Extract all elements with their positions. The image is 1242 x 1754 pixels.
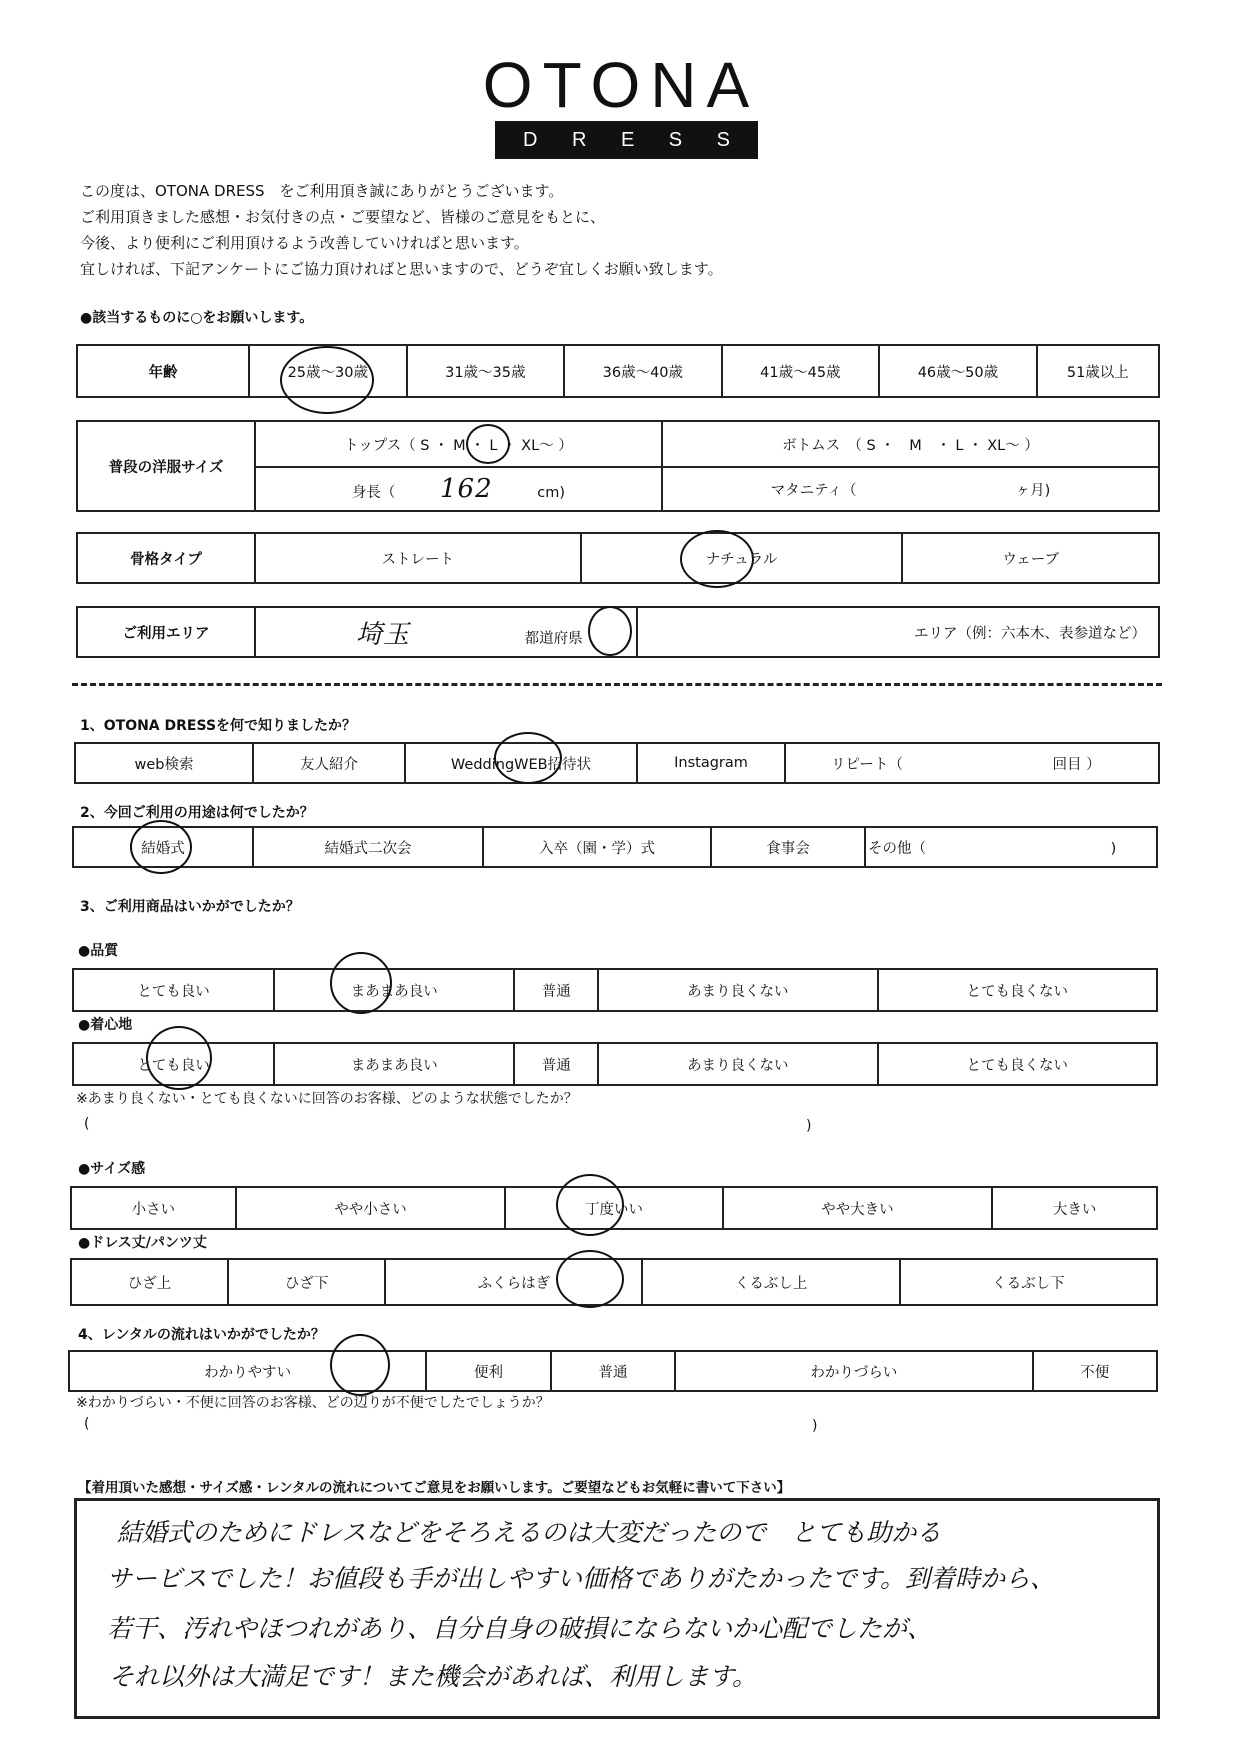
- q4-table: [68, 1350, 1158, 1392]
- quality-option[interactable]: とても良くない: [878, 969, 1157, 1011]
- frame-option[interactable]: ストレート: [255, 533, 581, 583]
- q1-option[interactable]: Instagram: [637, 743, 785, 783]
- area-value: 埼玉: [356, 619, 411, 650]
- intro-line: この度は、OTONA DRESS をご利用頂き誠にありがとうございます。: [80, 182, 564, 200]
- q3-title: 3、ご利用商品はいかがでしたか？: [80, 899, 300, 915]
- quality-table: [72, 968, 1158, 1012]
- comfort-option[interactable]: とても良くない: [878, 1043, 1157, 1085]
- age-option[interactable]: 51歳以上: [1037, 345, 1159, 397]
- comfort-label: ●着心地: [78, 1017, 133, 1033]
- q1-table: [74, 742, 1160, 784]
- q4-option[interactable]: 普通: [551, 1351, 675, 1391]
- length-option[interactable]: くるぶし上: [642, 1259, 899, 1305]
- q4-note-close: ): [812, 1418, 818, 1434]
- age-option[interactable]: 36歳～40歳: [564, 345, 722, 397]
- logo-letter: S: [716, 128, 730, 151]
- q2-title: 2、今回ご利用の用途は何でしたか？: [80, 805, 314, 821]
- q4-option[interactable]: わかりづらい: [675, 1351, 1032, 1391]
- q1-option[interactable]: WeddingWEB招待状: [405, 743, 637, 783]
- sizefeel-label: ●サイズ感: [78, 1161, 146, 1177]
- selection-circle: [280, 346, 374, 414]
- q4-note: ※わかりづらい・不便に回答のお客様、どの辺りが不便でしたでしょうか？: [76, 1395, 550, 1411]
- comment-line: 結婚式のためにドレスなどをそろえるのは大変だったので とても助かる: [117, 1518, 942, 1547]
- comfort-option[interactable]: あまり良くない: [598, 1043, 877, 1085]
- length-option[interactable]: くるぶし下: [900, 1259, 1157, 1305]
- selection-circle: [330, 952, 392, 1014]
- age-option[interactable]: 31歳～35歳: [407, 345, 565, 397]
- sizefeel-option[interactable]: やや大きい: [723, 1187, 993, 1229]
- maternity-field[interactable]: マタニティ（ ヶ月): [662, 467, 1159, 511]
- intro-line: ご利用頂きました感想・お気付きの点・ご要望など、皆様のご意見をもとに、: [80, 208, 606, 226]
- age-option[interactable]: 46歳～50歳: [879, 345, 1037, 397]
- comfort-note: ※あまり良くない・とても良くないに回答のお客様、どのような状態でしたか？: [76, 1091, 578, 1107]
- comment-title: 【着用頂いた感想・サイズ感・レンタルの流れについてご意見をお願いします。ご要望などもお気軽に書いて下さい】: [78, 1480, 791, 1496]
- comment-line: それ以外は大満足です！また機会があれば、利用します。: [109, 1662, 758, 1691]
- quality-label: ●品質: [78, 943, 119, 959]
- quality-option[interactable]: あまり良くない: [598, 969, 877, 1011]
- q2-option[interactable]: 入卒（園・学）式: [483, 827, 711, 867]
- age-option[interactable]: 25歳～30歳: [249, 345, 407, 397]
- q4-option[interactable]: 不便: [1033, 1351, 1157, 1391]
- length-option[interactable]: ふくらはぎ: [385, 1259, 642, 1305]
- q2-other-field[interactable]: その他（ ): [865, 827, 1157, 867]
- comment-box[interactable]: [74, 1498, 1160, 1719]
- q4-title: 4、レンタルの流れはいかがでしたか？: [78, 1327, 325, 1343]
- logo-letter: E: [620, 128, 635, 151]
- frame-label: 骨格タイプ: [77, 533, 255, 583]
- age-label: 年齢: [77, 345, 249, 397]
- length-label: ●ドレス丈/パンツ丈: [78, 1235, 207, 1251]
- q2-table: [72, 826, 1158, 868]
- q4-option[interactable]: 便利: [426, 1351, 550, 1391]
- sizefeel-option[interactable]: 丁度いい: [505, 1187, 722, 1229]
- frame-table: [76, 532, 1160, 584]
- sizefeel-option[interactable]: 小さい: [71, 1187, 236, 1229]
- selection-circle: [556, 1250, 624, 1308]
- logo-letter: S: [668, 128, 683, 151]
- frame-option[interactable]: ナチュラル: [581, 533, 903, 583]
- selection-circle: [588, 606, 632, 656]
- area-example[interactable]: エリア（例：六本木、表参道など）: [637, 607, 1159, 657]
- comfort-option[interactable]: とても良い: [73, 1043, 274, 1085]
- quality-option[interactable]: まあまあ良い: [274, 969, 514, 1011]
- frame-option[interactable]: ウェーブ: [902, 533, 1159, 583]
- intro-line: 宜しければ、下記アンケートにご協力頂ければと思いますので、どうぞ宜しくお願い致します。: [80, 260, 723, 278]
- comment-line: サービスでした！お値段も手が出しやすい価格でありがたかったです。到着時から、: [107, 1564, 1056, 1593]
- intro-line: 今後、より便利にご利用頂けるよう改善していければと思います。: [80, 234, 529, 252]
- size-label: 普段の洋服サイズ: [77, 421, 255, 511]
- intro-text: [80, 178, 723, 282]
- age-option[interactable]: 41歳～45歳: [722, 345, 880, 397]
- sizefeel-option[interactable]: やや小さい: [236, 1187, 506, 1229]
- instruction: ●該当するものに○をお願いします。: [80, 310, 314, 326]
- q1-title: 1、OTONA DRESSを何で知りましたか？: [80, 718, 357, 734]
- comfort-note-close: ): [806, 1118, 812, 1134]
- q2-option[interactable]: 結婚式二次会: [253, 827, 483, 867]
- height-value: 162: [440, 474, 493, 504]
- comfort-table: [72, 1042, 1158, 1086]
- logo-wordmark: OTONA: [482, 49, 760, 121]
- comfort-option[interactable]: 普通: [514, 1043, 598, 1085]
- selection-circle: [130, 820, 192, 874]
- q2-option[interactable]: 食事会: [711, 827, 865, 867]
- q1-option[interactable]: web検索: [75, 743, 253, 783]
- selection-circle: [494, 732, 562, 784]
- selection-circle: [146, 1026, 212, 1090]
- height-field[interactable]: 身長（ 162 cm): [255, 467, 662, 511]
- q2-option[interactable]: 結婚式: [73, 827, 253, 867]
- comfort-note-open: (: [84, 1116, 90, 1132]
- selection-circle: [556, 1174, 624, 1236]
- size-table: [76, 420, 1160, 512]
- logo-subbar: [495, 121, 758, 159]
- q4-option[interactable]: わかりやすい: [69, 1351, 426, 1391]
- q4-note-open: (: [84, 1416, 90, 1432]
- comment-line: 若干、汚れやほつれがあり、自分自身の破損にならないか心配でしたが、: [107, 1614, 933, 1643]
- logo-letter: D: [523, 128, 538, 151]
- quality-option[interactable]: とても良い: [73, 969, 274, 1011]
- comfort-option[interactable]: まあまあ良い: [274, 1043, 514, 1085]
- selection-circle: [330, 1334, 390, 1396]
- length-option[interactable]: ひざ下: [228, 1259, 385, 1305]
- q1-option[interactable]: 友人紹介: [253, 743, 405, 783]
- divider: [72, 683, 1162, 686]
- quality-option[interactable]: 普通: [514, 969, 598, 1011]
- area-label: ご利用エリア: [77, 607, 255, 657]
- selection-circle: [680, 530, 754, 588]
- q1-repeat-field[interactable]: リピート（ 回目 ）: [785, 743, 1159, 783]
- sizefeel-option[interactable]: 大きい: [992, 1187, 1157, 1229]
- length-option[interactable]: ひざ上: [71, 1259, 228, 1305]
- selection-circle: [466, 424, 510, 464]
- bottoms-options[interactable]: ボトムス （ S ・ M ・ L ・ XL～ ）: [662, 421, 1159, 467]
- tops-options[interactable]: トップス（ S ・ M ・ L ・ XL～ ）: [255, 421, 662, 467]
- age-table: [76, 344, 1160, 398]
- area-prefecture-field[interactable]: 埼玉 都道府県: [255, 607, 637, 657]
- logo-letter: R: [571, 128, 587, 151]
